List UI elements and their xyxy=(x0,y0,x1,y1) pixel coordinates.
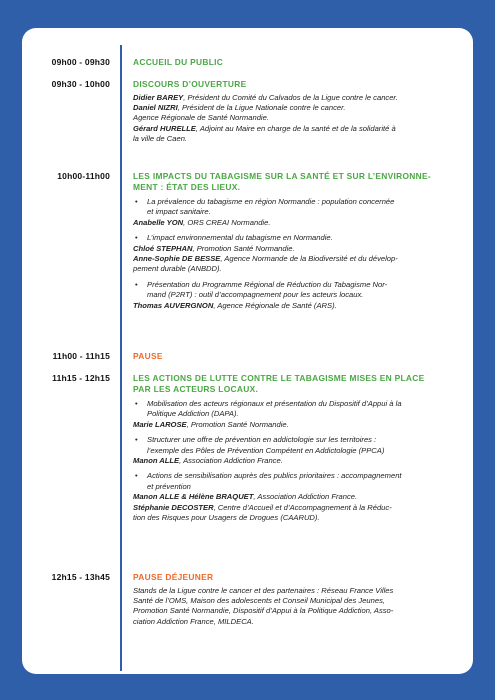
session-title: PAUSE DÉJEUNER xyxy=(133,572,214,582)
session-title-line: MENT : ÉTAT DES LIEUX. xyxy=(133,181,241,192)
speaker-line: tion des Risques pour Usagers de Drogues (CAARUD). xyxy=(133,513,320,523)
speaker-line: Anne-Sophie DE BESSE, Agence Normande de la Biodiversité et du dévelop- xyxy=(133,254,398,264)
agenda-item: • L’impact environnemental du tabagisme en Normandie. xyxy=(133,233,463,243)
speaker-line: Anabelle YON, ORS CREAI Normandie. xyxy=(133,217,271,227)
session-time: 10h00-11h00 xyxy=(57,171,110,181)
description-line: Stands de la Ligue contre le cancer et des partenaires : Réseau France Villes xyxy=(133,585,394,595)
agenda-item: • Structurer une offre de prévention en addictologie sur les territoires : l’exemple des Pôles de Prévention Compétent en Addictologie (PPCA) xyxy=(133,435,463,456)
agenda-item: • Présentation du Programme Régional de Réduction du Tabagisme Nor- mand (P2RT) : outil d’accompagnement pour les acteurs locaux. xyxy=(133,280,463,301)
speaker-line: Marie LAROSE, Promotion Santé Normandie. xyxy=(133,419,289,429)
session-time: 09h30 - 10h00 xyxy=(51,79,110,89)
speaker-line: Daniel NIZRI, Président de la Ligue Nationale contre le cancer. xyxy=(133,102,346,112)
session-title-line: LES ACTIONS DE LUTTE CONTRE LE TABAGISME MISES EN PLACE xyxy=(133,373,425,383)
session-title-line: LES IMPACTS DU TABAGISME SUR LA SANTÉ ET SUR L’ENVIRONNE- xyxy=(133,171,431,181)
speaker-line: Manon ALLE & Hélène BRAQUET, Association Addiction France. xyxy=(133,492,358,502)
agenda-item: • Actions de sensibilisation auprès des publics prioritaires : accompagnement et prévention xyxy=(133,471,463,492)
speaker-line: la ville de Caen. xyxy=(133,134,188,144)
session-time: 12h15 - 13h45 xyxy=(51,572,110,582)
session-title: ACCUEIL DU PUBLIC xyxy=(133,57,224,67)
session-time: 11h15 - 12h15 xyxy=(52,373,110,383)
session-time: 11h00 - 11h15 xyxy=(52,351,110,361)
speaker-line: Manon ALLE, Association Addiction France. xyxy=(133,456,283,466)
description-line: Promotion Santé Normandie, Dispositif d’Appui à la Politique Addiction, Asso- xyxy=(133,606,394,616)
agenda-item: • La prévalence du tabagisme en région Normandie : population concernée et impact sanitaire. xyxy=(133,197,463,218)
speaker-line: Didier BAREY, Président du Comité du Calvados de la Ligue contre le cancer. xyxy=(133,92,398,102)
session-title: PAUSE xyxy=(133,351,163,361)
speaker-line: Stéphanie DECOSTER, Centre d’Accueil et d’Accompagnement à la Réduc- xyxy=(133,502,392,512)
speaker-line: Chloé STEPHAN, Promotion Santé Normandie. xyxy=(133,243,295,253)
description-line: Santé de l’OMS, Maison des adolescents et Conseil Municipal des Jeunes, xyxy=(133,595,385,605)
session-time: 09h00 - 09h30 xyxy=(51,57,110,67)
speaker-line: Agence Régionale de Santé Normandie. xyxy=(133,113,269,123)
description-line: ciation Addiction France, MILDECA. xyxy=(133,616,254,626)
session-title: DISCOURS D’OUVERTURE xyxy=(133,79,247,89)
program-card xyxy=(22,28,473,674)
speaker-line: Thomas AUVERGNON, Agence Régionale de Santé (ARS). xyxy=(133,300,337,310)
timeline-divider xyxy=(120,45,122,671)
speaker-line: Gérard HURELLE, Adjoint au Maire en charge de la santé et de la solidarité à xyxy=(133,123,396,133)
session-title-line: PAR LES ACTEURS LOCAUX. xyxy=(133,383,259,394)
agenda-item: • Mobilisation des acteurs régionaux et présentation du Dispositif d’Appui à la Politique Addiction (DAPA). xyxy=(133,399,463,420)
speaker-line: pement durable (ANBDD). xyxy=(133,264,222,274)
